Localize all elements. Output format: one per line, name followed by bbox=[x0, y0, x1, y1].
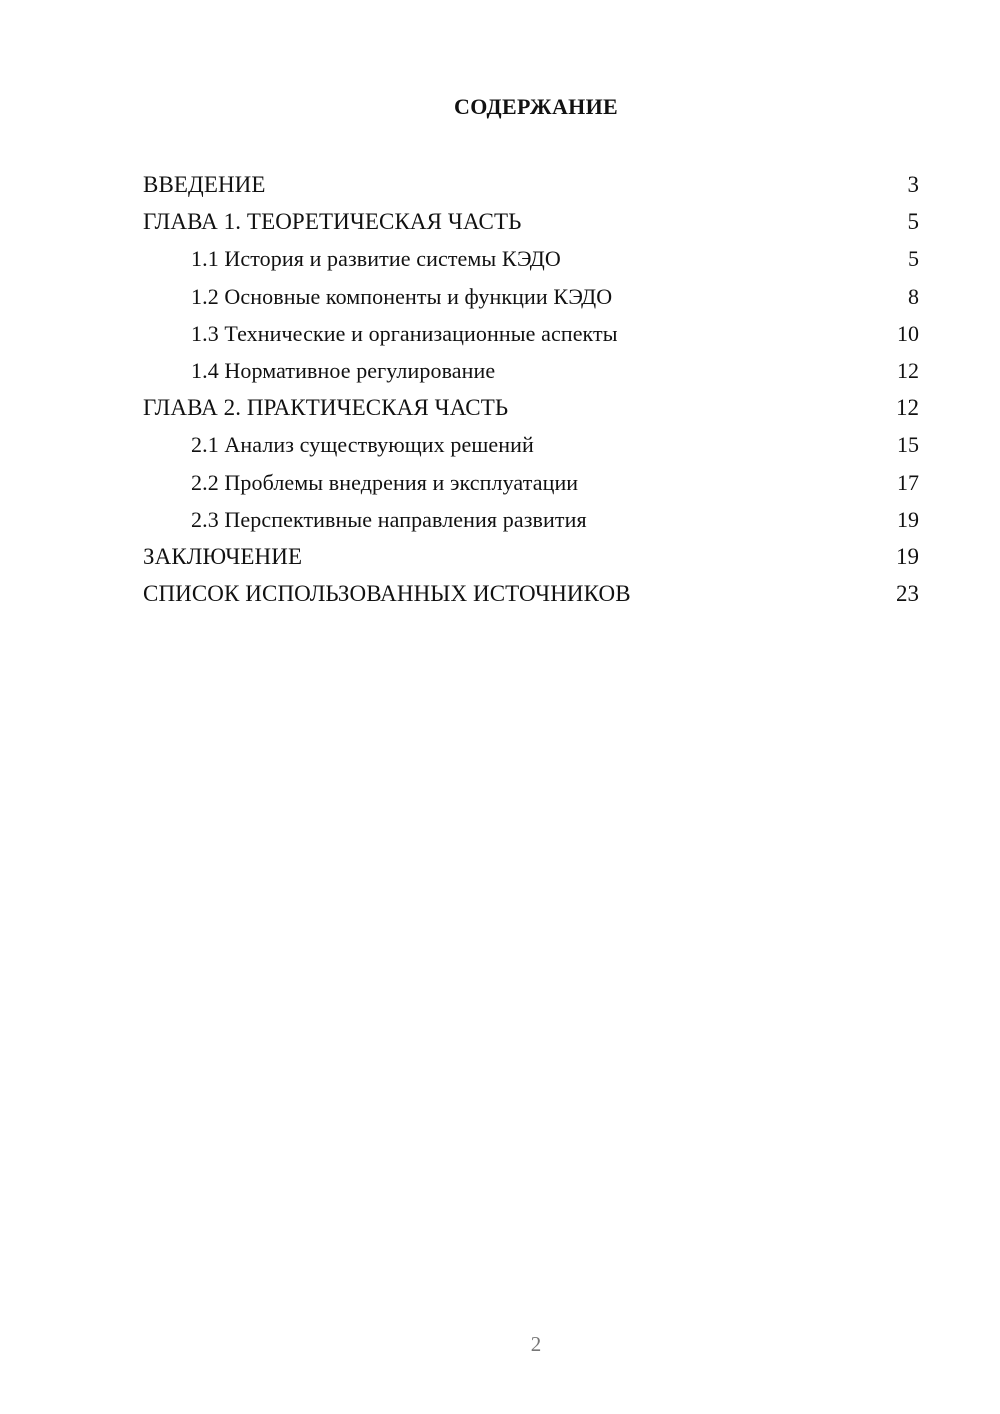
toc-entry-text: 1.3 Технические и организационные аспекты bbox=[191, 320, 618, 346]
toc-entry-text: 2.1 Анализ существующих решений bbox=[191, 432, 534, 458]
toc-entry-page: 12 bbox=[897, 357, 919, 383]
toc-entry-text: ГЛАВА 2. ПРАКТИЧЕСКАЯ ЧАСТЬ bbox=[143, 395, 509, 421]
toc-entry-page: 8 bbox=[908, 283, 919, 309]
toc-entry-page: 19 bbox=[896, 543, 919, 569]
toc-entry-text: ГЛАВА 1. ТЕОРЕТИЧЕСКАЯ ЧАСТЬ bbox=[143, 209, 522, 235]
toc-entry-text: 2.3 Перспективные направления развития bbox=[191, 506, 587, 532]
toc-entry-section-2-3 bbox=[143, 501, 919, 538]
toc-entry-text: 1.4 Нормативное регулирование bbox=[191, 357, 496, 383]
toc-entry-text: 1.2 Основные компоненты и функции КЭДО bbox=[191, 283, 613, 309]
toc-entry-section-1-2 bbox=[143, 278, 919, 315]
toc-entry-chapter-2 bbox=[143, 389, 919, 426]
toc-entry-text: СПИСОК ИСПОЛЬЗОВАННЫХ ИСТОЧНИКОВ bbox=[143, 581, 631, 607]
toc-entry-text: ВВЕДЕНИЕ bbox=[143, 172, 266, 197]
toc-entry-page: 5 bbox=[907, 209, 919, 235]
page-number: 2 bbox=[530, 1332, 542, 1356]
toc-entry-section-1-4 bbox=[143, 352, 919, 389]
toc-entry-page: 17 bbox=[897, 469, 919, 495]
page-title: СОДЕРЖАНИЕ bbox=[454, 94, 618, 119]
toc-entry-section-2-2 bbox=[143, 464, 919, 501]
toc-entry-chapter-1 bbox=[143, 203, 919, 240]
toc-entry-page: 12 bbox=[896, 395, 919, 421]
toc-entry-section-1-3 bbox=[143, 315, 919, 352]
toc-entry-conclusion bbox=[143, 538, 919, 575]
toc-entry-page: 10 bbox=[897, 320, 919, 346]
toc-entry-text: 1.1 История и развитие системы КЭДО bbox=[191, 246, 561, 272]
toc-entry-page: 15 bbox=[897, 432, 919, 458]
table-of-contents bbox=[143, 166, 919, 612]
toc-entry-section-1-1 bbox=[143, 240, 919, 277]
toc-entry-references bbox=[143, 575, 919, 612]
toc-entry-page: 5 bbox=[908, 246, 919, 272]
toc-entry-section-2-1 bbox=[143, 426, 919, 463]
toc-entry-introduction bbox=[143, 166, 919, 203]
toc-entry-page: 23 bbox=[896, 581, 919, 607]
toc-entry-text: 2.2 Проблемы внедрения и эксплуатации bbox=[191, 469, 579, 495]
toc-entry-page: 3 bbox=[907, 172, 919, 197]
toc-entry-text: ЗАКЛЮЧЕНИЕ bbox=[143, 543, 303, 569]
toc-entry-page: 19 bbox=[897, 506, 919, 532]
